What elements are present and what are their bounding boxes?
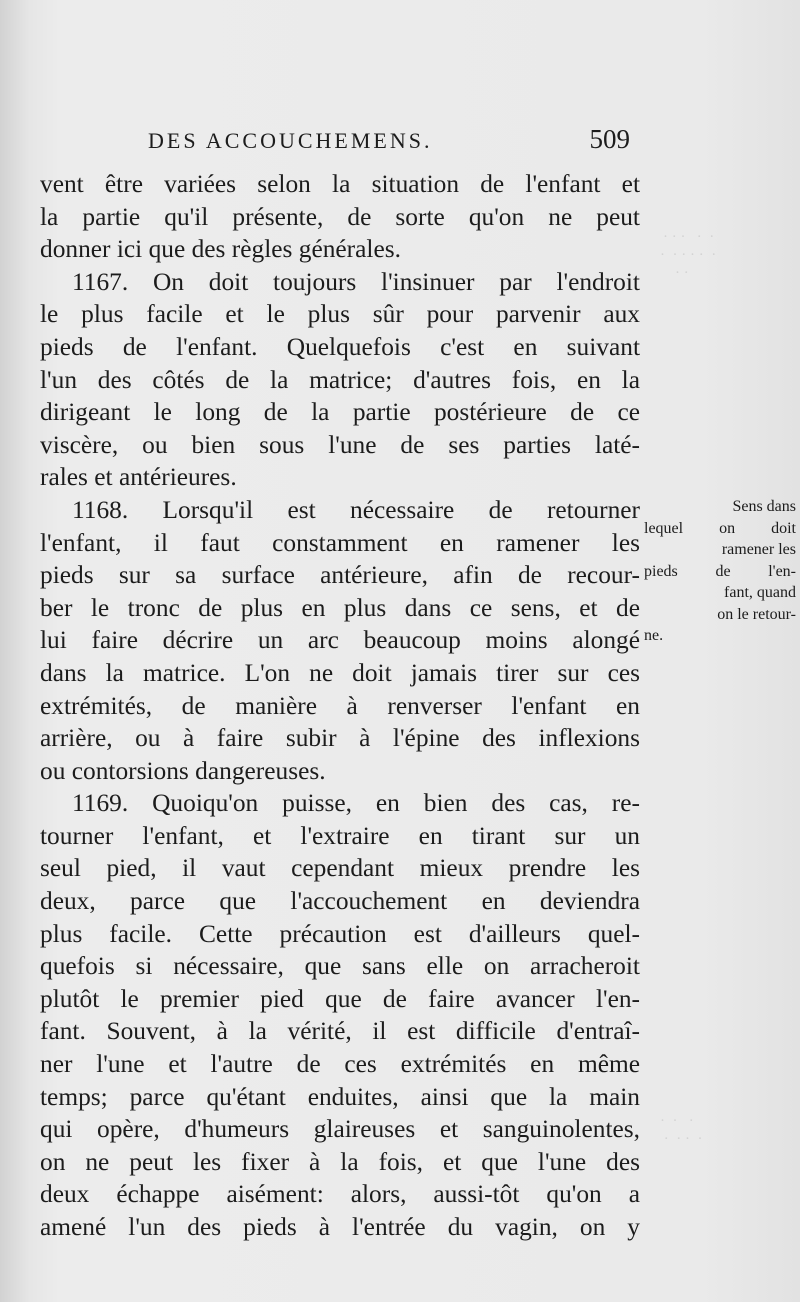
running-head: DES ACCOUCHEMENS. <box>148 128 433 153</box>
text-line: donner ici que des règles générales. <box>40 235 401 264</box>
text-line: plus facile. Cette précaution est d'ailleurs quel- <box>40 919 640 948</box>
text-line: dirigeant le long de la partie postérieure de ce <box>40 398 640 427</box>
margin-note-line: on le retour- <box>717 605 796 623</box>
text-line: viscère, ou bien sous l'une de ses parties laté- <box>40 430 640 459</box>
show-through-ink: · · · · · · · · · · · · · <box>660 229 717 281</box>
show-through-ink-lower: · · · · · · · <box>660 1113 703 1147</box>
page-header <box>148 124 630 162</box>
text-line: plutôt le premier pied que de faire avancer l'en- <box>40 984 640 1013</box>
text-line: arrière, ou à faire subir à l'épine des inflexions <box>40 724 640 753</box>
page-number: 509 <box>589 124 630 154</box>
text-line: lui faire décrire un arc beaucoup moins alongé <box>40 626 640 655</box>
text-line: amené l'un des pieds à l'entrée du vagin, on y <box>40 1213 640 1241</box>
body-text <box>40 168 640 1244</box>
text-line: seul pied, il vaut cependant mieux prendre les <box>40 854 640 883</box>
text-line: temps; parce qu'étant enduites, ainsi que la main <box>40 1082 640 1111</box>
paragraph-1169-start: 1169. Quoiqu'on puisse, en bien des cas, re- <box>72 789 640 818</box>
margin-note-line: ramener les <box>721 541 796 558</box>
text-line: l'enfant, il faut constamment en ramener les <box>40 528 640 557</box>
text-line: tourner l'enfant, et l'extraire en tirant sur un <box>40 821 640 850</box>
margin-note <box>644 496 796 647</box>
text-line: pieds sur sa surface antérieure, afin de recour- <box>40 561 640 590</box>
text-line: vent être variées selon la situation de l'enfant et <box>40 170 640 198</box>
text-line: pieds de l'enfant. Quelquefois c'est en suivant <box>40 332 640 361</box>
text-line: rales et antérieures. <box>40 463 237 492</box>
margin-note-line: ne. <box>644 627 664 644</box>
text-line: deux échappe aisément: alors, aussi-tôt qu'on a <box>40 1180 640 1209</box>
text-line: deux, parce que l'accouchement en deviendra <box>40 887 640 916</box>
text-line: fant. Souvent, à la vérité, il est difficile d'entraî- <box>40 1017 640 1046</box>
text-line: le plus facile et le plus sûr pour parvenir aux <box>40 300 640 329</box>
text-line: dans la matrice. L'on ne doit jamais tirer sur ces <box>40 658 640 687</box>
margin-note-line: fant, quand <box>724 584 796 601</box>
margin-note-line: Sens dans <box>732 498 796 515</box>
margin-note-line: lequel on doit <box>644 519 796 537</box>
text-line: extrémités, de manière à renverser l'enfant en <box>40 691 640 720</box>
text-line: qui opère, d'humeurs glaireuses et sanguinolentes, <box>40 1115 640 1144</box>
text-line: ou contorsions dangereuses. <box>40 756 326 785</box>
text-line: ber le tronc de plus en plus dans ce sens, et de <box>40 593 640 622</box>
text-line: ner l'une et l'autre de ces extrémités en même <box>40 1050 640 1079</box>
text-line: quefois si nécessaire, que sans elle on arracheroit <box>40 952 640 981</box>
margin-note-line: pieds de l'en- <box>644 562 796 580</box>
text-line: l'un des côtés de la matrice; d'autres fois, en la <box>40 365 640 394</box>
text-line: on ne peut les fixer à la fois, et que l'une des <box>40 1147 640 1176</box>
paragraph-1167-start: 1167. On doit toujours l'insinuer par l'endroit <box>72 267 640 296</box>
text-line: la partie qu'il présente, de sorte qu'on ne peut <box>40 202 640 231</box>
paragraph-1168-start: 1168. Lorsqu'il est nécessaire de retourner <box>72 495 640 524</box>
